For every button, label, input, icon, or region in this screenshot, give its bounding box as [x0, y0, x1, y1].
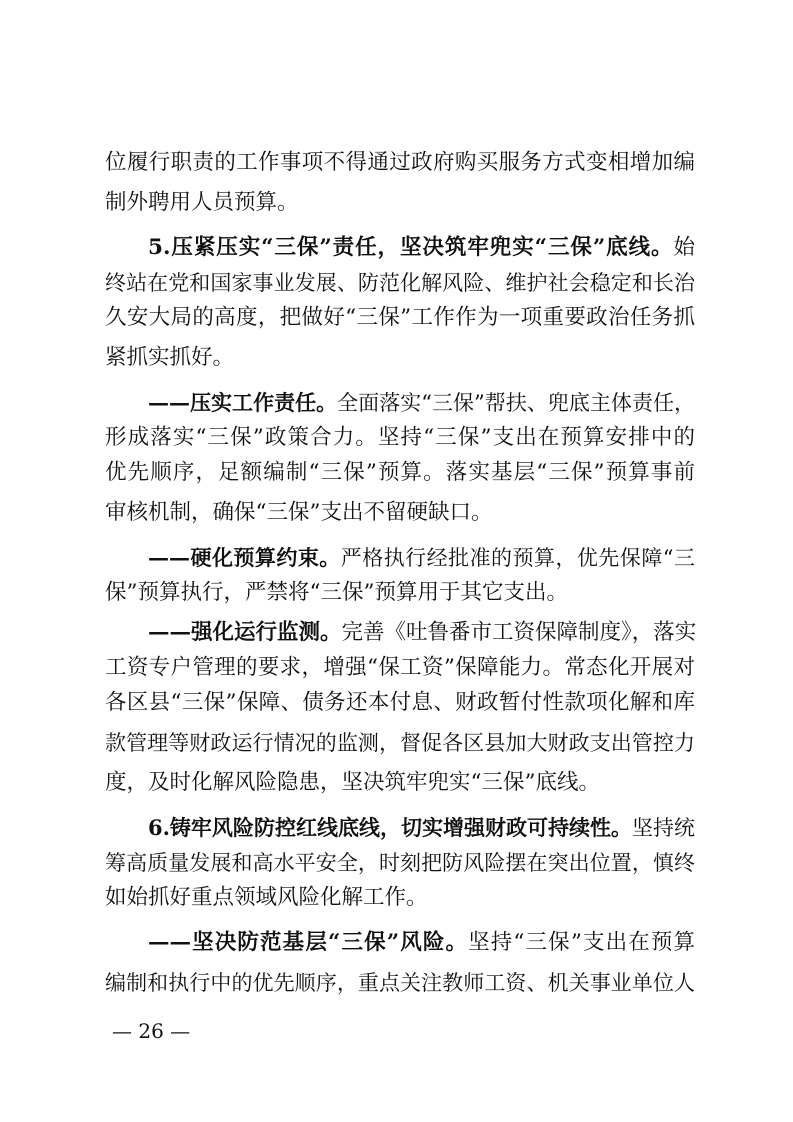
text-line	[105, 423, 695, 453]
body-text-segment: 筹高质量发展和高水平安全，时刻把防风险摆在突出位置，慎终	[105, 851, 695, 875]
body-text-segment: 保”预算执行，严禁将“三保”预算用于其它支出。	[105, 580, 568, 605]
body-text-segment: 形成落实“三保”政策合力。坚持“三保”支出在预算安排中的	[105, 425, 695, 450]
bold-heading-text: ——硬化预算约束。	[148, 545, 341, 570]
text-line	[105, 653, 695, 683]
body-text-segment: 位履行职责的工作事项不得通过政府购买服务方式变相增加编	[105, 150, 695, 175]
bold-heading-text: 6.铸牢风险防控红线底线，切实增强财政可持续性。	[148, 815, 632, 840]
text-line	[105, 578, 695, 608]
body-text-segment: 审核机制，确保“三保”支出不留硬缺口。	[105, 500, 493, 525]
body-text-segment: 久安大局的高度，把做好“三保”工作作为一项重要政治任务抓	[105, 305, 695, 330]
body-text-segment: 各区县“三保”保障、债务还本付息、财政暂付性款项化解和库	[105, 690, 695, 715]
text-line	[105, 458, 695, 488]
body-text-segment: 如始抓好重点领域风险化解工作。	[105, 885, 428, 910]
body-text-segment: 严格执行经批准的预算，优先保障“三	[340, 546, 696, 570]
body-text-segment: 终站在党和国家事业发展、防范化解风险、维护社会稳定和长治	[105, 271, 695, 295]
text-line	[105, 148, 695, 178]
text-line	[105, 343, 695, 373]
body-text-segment: 始	[673, 235, 695, 260]
text-line	[105, 498, 695, 528]
text-line	[148, 543, 695, 573]
text-line	[105, 848, 695, 878]
text-line	[105, 768, 695, 798]
text-line	[105, 188, 695, 218]
body-text-segment: 全面落实“三保”帮扶、兜底主体责任，	[337, 391, 695, 415]
body-text-segment: 制外聘用人员预算。	[105, 190, 299, 215]
text-line	[105, 883, 695, 913]
bold-heading-text: ——压实工作责任。	[148, 390, 338, 415]
body-text-segment: 度，及时化解风险隐患，坚决筑牢兜实“三保”底线。	[105, 770, 600, 795]
text-line	[105, 268, 695, 298]
body-text-segment: 编制和执行中的优先顺序，重点关注教师工资、机关事业单位人	[105, 971, 695, 995]
body-text-segment: 优先顺序，足额编制“三保”预算。落实基层“三保”预算事前	[105, 460, 695, 485]
bold-heading-text: 5.压紧压实“三保”责任，坚决筑牢兜实“三保”底线。	[148, 235, 674, 260]
text-line	[148, 388, 695, 418]
body-text-segment: 紧抓实抓好。	[105, 345, 235, 370]
body-text-segment: 款管理等财政运行情况的监测，督促各区县加大财政支出管控力	[105, 731, 695, 755]
bold-heading-text: ——强化运行监测。	[148, 620, 342, 645]
body-text-segment: 坚持统	[632, 816, 696, 840]
text-line	[148, 928, 695, 958]
text-line	[105, 968, 695, 998]
text-line	[148, 233, 695, 263]
text-line	[105, 688, 695, 718]
page-number: — 26 —	[112, 1019, 191, 1043]
body-text-segment: 工资专户管理的要求，增强“保工资”保障能力。常态化开展对	[105, 655, 695, 680]
text-line	[148, 813, 695, 843]
body-text-segment: 完善《吐鲁番市工资保障制度》，落实	[341, 620, 697, 645]
text-line	[148, 618, 695, 648]
text-line	[105, 728, 695, 758]
body-text-segment: 坚持“三保”支出在预算	[468, 930, 695, 955]
text-line	[105, 303, 695, 333]
bold-heading-text: ——坚决防范基层“三保”风险。	[148, 930, 469, 955]
